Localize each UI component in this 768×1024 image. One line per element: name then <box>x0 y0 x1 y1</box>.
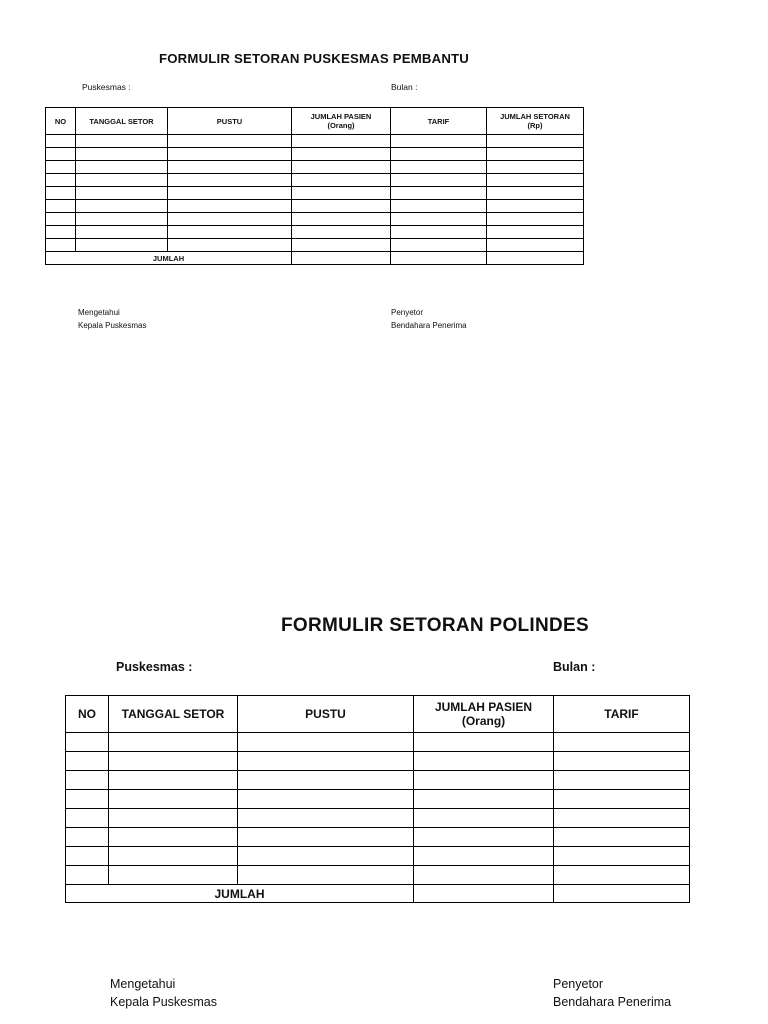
form1-table-cell[interactable] <box>487 148 584 161</box>
form2-table-cell[interactable] <box>238 771 414 790</box>
form1-table-cell[interactable] <box>76 239 168 252</box>
form1-table-cell[interactable] <box>168 161 292 174</box>
col-header-tanggal-setor: TANGGAL SETOR <box>109 696 238 733</box>
form2-table-cell[interactable] <box>109 752 238 771</box>
form2-puskesmas-label: Puskesmas : <box>116 660 193 674</box>
form1-table-cell[interactable] <box>46 200 76 213</box>
form1-table-cell[interactable] <box>487 213 584 226</box>
form1-table-cell[interactable] <box>168 174 292 187</box>
col-header-tarif: TARIF <box>554 696 690 733</box>
col-header-no: NO <box>46 108 76 135</box>
form1-kepala-puskesmas: Kepala Puskesmas <box>78 321 147 330</box>
form2-table-cell[interactable] <box>414 847 554 866</box>
form2-table-cell[interactable] <box>554 847 690 866</box>
form1-table-cell[interactable] <box>292 174 391 187</box>
form2-table-cell[interactable] <box>66 771 109 790</box>
col-header-jumlah-pasien-line1: JUMLAH PASIEN <box>434 700 533 714</box>
form2-bendahara-penerima: Bendahara Penerima <box>553 995 672 1009</box>
form2-jumlah-label: JUMLAH <box>66 885 414 903</box>
form1-table-cell[interactable] <box>292 239 391 252</box>
form2-table-cell[interactable] <box>554 828 690 847</box>
col-header-pustu: PUSTU <box>168 108 292 135</box>
form1-table-row <box>46 213 584 226</box>
form1-bulan-label: Bulan : <box>391 82 418 92</box>
form2-table-cell[interactable] <box>66 809 109 828</box>
form2-signature-right <box>553 975 671 1011</box>
form1-table-cell[interactable] <box>46 174 76 187</box>
form1-table-body <box>46 135 584 252</box>
form1-header-row <box>46 108 584 135</box>
form1-table-cell[interactable] <box>168 239 292 252</box>
form2-signature-left <box>110 975 217 1011</box>
form2-table-cell[interactable] <box>414 809 554 828</box>
form1-table-cell[interactable] <box>76 174 168 187</box>
form1-table-cell[interactable] <box>292 135 391 148</box>
form1-table-cell[interactable] <box>487 135 584 148</box>
form1-table-cell[interactable] <box>76 200 168 213</box>
form2-table-cell[interactable] <box>554 771 690 790</box>
form2-table-row <box>66 790 690 809</box>
form2-table-row <box>66 828 690 847</box>
form1-table-row <box>46 174 584 187</box>
form1-jumlah-label: JUMLAH <box>46 252 292 265</box>
form1-bendahara-penerima: Bendahara Penerima <box>391 321 467 330</box>
form2-table-cell[interactable] <box>66 790 109 809</box>
col-header-tanggal-setor: TANGGAL SETOR <box>76 108 168 135</box>
form2-table-cell[interactable] <box>238 847 414 866</box>
form2-table-row <box>66 771 690 790</box>
col-header-jumlah-pasien-line2: (Orang) <box>327 121 355 130</box>
form2-table-body <box>66 733 690 885</box>
form1-table-cell[interactable] <box>76 148 168 161</box>
col-header-jumlah-pasien <box>414 696 554 733</box>
form1-table-cell[interactable] <box>76 161 168 174</box>
form1-table-row <box>46 226 584 239</box>
form1-table-cell[interactable] <box>487 187 584 200</box>
form2-total-cell[interactable] <box>554 885 690 903</box>
form1-table-cell[interactable] <box>391 187 487 200</box>
form1-table-row <box>46 200 584 213</box>
form2-table-cell[interactable] <box>414 733 554 752</box>
form2-total-cell[interactable] <box>414 885 554 903</box>
form1-table <box>45 107 584 265</box>
form1-table-cell[interactable] <box>391 239 487 252</box>
form2-table-cell[interactable] <box>66 866 109 885</box>
form2-table-cell[interactable] <box>414 771 554 790</box>
col-header-jumlah-pasien <box>292 108 391 135</box>
form1-table-cell[interactable] <box>292 226 391 239</box>
form1-table-cell[interactable] <box>46 135 76 148</box>
form2-table-cell[interactable] <box>238 790 414 809</box>
form1-table-cell[interactable] <box>168 135 292 148</box>
col-header-jumlah-pasien-line1: JUMLAH PASIEN <box>310 112 372 121</box>
form1-table-cell[interactable] <box>292 148 391 161</box>
form1-table-cell[interactable] <box>46 239 76 252</box>
form1-table-cell[interactable] <box>168 213 292 226</box>
form1-table-cell[interactable] <box>391 200 487 213</box>
form2-table-cell[interactable] <box>414 828 554 847</box>
form1-table-cell[interactable] <box>76 226 168 239</box>
form1-table-row <box>46 187 584 200</box>
form2-table-cell[interactable] <box>414 790 554 809</box>
form1-table-cell[interactable] <box>487 200 584 213</box>
col-header-pustu: PUSTU <box>238 696 414 733</box>
form1-penyetor: Penyetor <box>391 308 424 317</box>
form1-mengetahui: Mengetahui <box>78 308 120 317</box>
form1-title: FORMULIR SETORAN PUSKESMAS PEMBANTU <box>158 51 470 66</box>
form1-table-cell[interactable] <box>168 226 292 239</box>
form2-kepala-puskesmas: Kepala Puskesmas <box>110 995 218 1009</box>
form2-header-row <box>66 696 690 733</box>
form1-signature-right <box>391 306 467 332</box>
col-header-tarif: TARIF <box>391 108 487 135</box>
form2-title: FORMULIR SETORAN POLINDES <box>281 615 589 636</box>
form2-table-row <box>66 847 690 866</box>
form1-table-cell[interactable] <box>76 213 168 226</box>
form1-table-cell[interactable] <box>487 174 584 187</box>
form1-table-row <box>46 161 584 174</box>
form1-table-row <box>46 148 584 161</box>
form1-table-cell[interactable] <box>46 187 76 200</box>
form1-table-cell[interactable] <box>168 187 292 200</box>
form1-table-cell[interactable] <box>391 174 487 187</box>
form2-table-cell[interactable] <box>66 733 109 752</box>
form1-table-cell[interactable] <box>487 239 584 252</box>
form1-signature-left <box>78 306 146 332</box>
form1-table-cell[interactable] <box>487 161 584 174</box>
form2-table-cell[interactable] <box>554 809 690 828</box>
form2-table-cell[interactable] <box>238 809 414 828</box>
col-header-jumlah-setoran-line1: JUMLAH SETORAN <box>500 112 570 121</box>
form1-table-cell[interactable] <box>391 148 487 161</box>
form1-table-cell[interactable] <box>46 148 76 161</box>
form2-table-row <box>66 866 690 885</box>
col-header-jumlah-pasien-line2: (Orang) <box>461 714 506 728</box>
form2-table-cell[interactable] <box>66 752 109 771</box>
form1-table-cell[interactable] <box>487 226 584 239</box>
form2-table-cell[interactable] <box>238 752 414 771</box>
form2-mengetahui: Mengetahui <box>110 977 176 991</box>
form1-table-cell[interactable] <box>168 200 292 213</box>
form1-table-row <box>46 135 584 148</box>
form2-bulan-label: Bulan : <box>553 660 596 674</box>
form2-table <box>65 695 690 903</box>
form2-total-row <box>66 885 690 903</box>
form1-table-cell[interactable] <box>168 148 292 161</box>
form2-penyetor: Penyetor <box>553 977 604 991</box>
form2-table-cell[interactable] <box>109 809 238 828</box>
form2-table-cell[interactable] <box>554 752 690 771</box>
form1-table-cell[interactable] <box>46 213 76 226</box>
form2-table-cell[interactable] <box>554 733 690 752</box>
form2-table-cell[interactable] <box>414 866 554 885</box>
form2-table-cell[interactable] <box>109 866 238 885</box>
form2-table-row <box>66 733 690 752</box>
form1-table-cell[interactable] <box>46 161 76 174</box>
form1-table-cell[interactable] <box>391 161 487 174</box>
form1-table-cell[interactable] <box>292 161 391 174</box>
form1-table-cell[interactable] <box>46 226 76 239</box>
col-header-jumlah-setoran-line2: (Rp) <box>527 121 543 130</box>
form2-table-cell[interactable] <box>238 866 414 885</box>
form2-table-cell[interactable] <box>554 790 690 809</box>
form1-puskesmas-label: Puskesmas : <box>82 82 131 92</box>
form2-table-cell[interactable] <box>414 752 554 771</box>
form1-table-cell[interactable] <box>391 135 487 148</box>
form2-table-cell[interactable] <box>109 847 238 866</box>
form1-table-cell[interactable] <box>76 135 168 148</box>
form1-table-row <box>46 239 584 252</box>
form2-table-cell[interactable] <box>554 866 690 885</box>
form1-table-cell[interactable] <box>292 200 391 213</box>
form2-table-row <box>66 809 690 828</box>
form1-total-cell[interactable] <box>487 252 584 265</box>
form1-table-cell[interactable] <box>391 226 487 239</box>
form2-table-cell[interactable] <box>66 847 109 866</box>
form2-table-row <box>66 752 690 771</box>
form2-table-cell[interactable] <box>238 828 414 847</box>
form1-table-cell[interactable] <box>292 187 391 200</box>
form2-table-cell[interactable] <box>66 828 109 847</box>
form1-table-cell[interactable] <box>292 213 391 226</box>
form2-table-cell[interactable] <box>109 828 238 847</box>
form2-table-cell[interactable] <box>238 733 414 752</box>
form2-table-cell[interactable] <box>109 771 238 790</box>
form1-table-cell[interactable] <box>391 213 487 226</box>
form2-table-cell[interactable] <box>109 790 238 809</box>
form1-total-cell[interactable] <box>391 252 487 265</box>
col-header-jumlah-setoran <box>487 108 584 135</box>
form1-table-cell[interactable] <box>76 187 168 200</box>
col-header-no: NO <box>66 696 109 733</box>
form1-total-cell[interactable] <box>292 252 391 265</box>
form2-table-cell[interactable] <box>109 733 238 752</box>
form1-total-row <box>46 252 584 265</box>
